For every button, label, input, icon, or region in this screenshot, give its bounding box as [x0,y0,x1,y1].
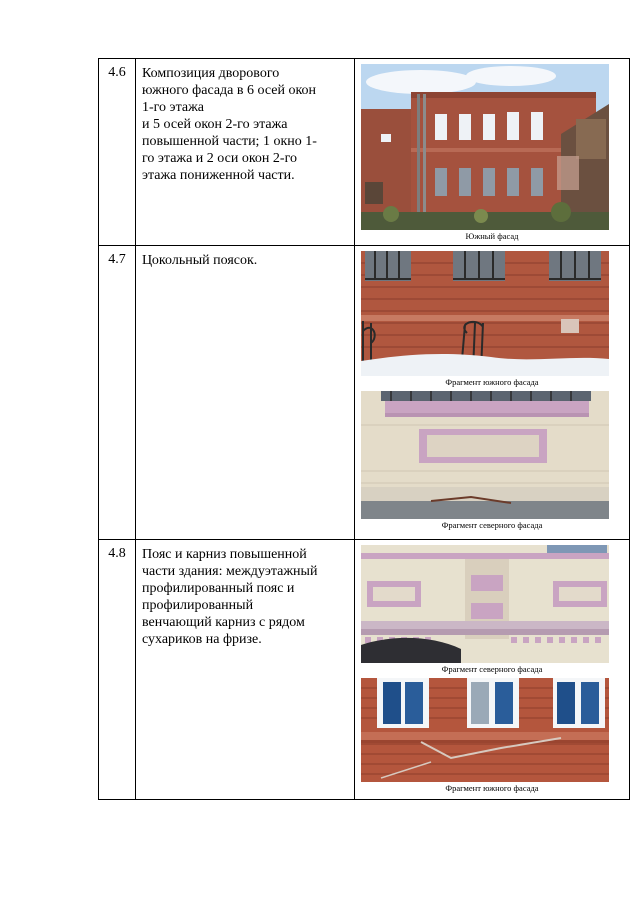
row-number: 4.8 [99,540,136,800]
north-plinth-image [361,391,609,519]
desc-line: профилированный [142,598,254,613]
desc-line: 1-го этажа [142,100,204,115]
desc-line: Пояс и карниз повышенной [142,547,307,562]
row-number: 4.6 [99,59,136,246]
north-cornice-image [361,545,609,663]
photo-caption: Фрагмент южного фасада [445,783,539,793]
photo-caption: Фрагмент южного фасада [445,377,539,387]
desc-line: и 5 осей окон 2-го этажа [142,117,288,132]
photo-caption: Фрагмент северного фасада [441,664,543,674]
desc-line: профилированный пояс и [142,581,295,596]
south-cornice-image [361,678,609,782]
desc-line: венчающий карниз с рядом [142,615,305,630]
table-row-4-6 [99,59,630,246]
photo-south-cornice [361,678,623,797]
row-description [136,59,355,246]
row-description [136,246,355,540]
photo-south-facade [361,64,623,245]
row-photos [355,540,630,800]
desc-line: Цокольный поясок. [142,253,258,268]
desc-line: части здания: междуэтажный [142,564,318,579]
desc-line: сухариков на фризе. [142,632,262,647]
photo-north-plinth [361,391,623,534]
south-plinth-image [361,251,609,376]
row-number: 4.7 [99,246,136,540]
desc-line: го этажа и 2 оси окон 2-го [142,151,297,166]
fortification-table [98,58,630,800]
desc-line: этажа пониженной части. [142,168,295,183]
table-row-4-8 [99,540,630,800]
south-facade-image [361,64,609,230]
desc-line: Композиция дворового [142,66,280,81]
desc-line: повышенной части; 1 окно 1- [142,134,317,149]
row-photos [355,246,630,540]
desc-line: южного фасада в 6 осей окон [142,83,317,98]
photo-caption: Фрагмент северного фасада [441,520,543,530]
table-row-4-7 [99,246,630,540]
photo-south-plinth [361,251,623,391]
photo-north-cornice [361,545,623,678]
row-photos [355,59,630,246]
photo-caption: Южный фасад [465,231,519,241]
row-description [136,540,355,800]
